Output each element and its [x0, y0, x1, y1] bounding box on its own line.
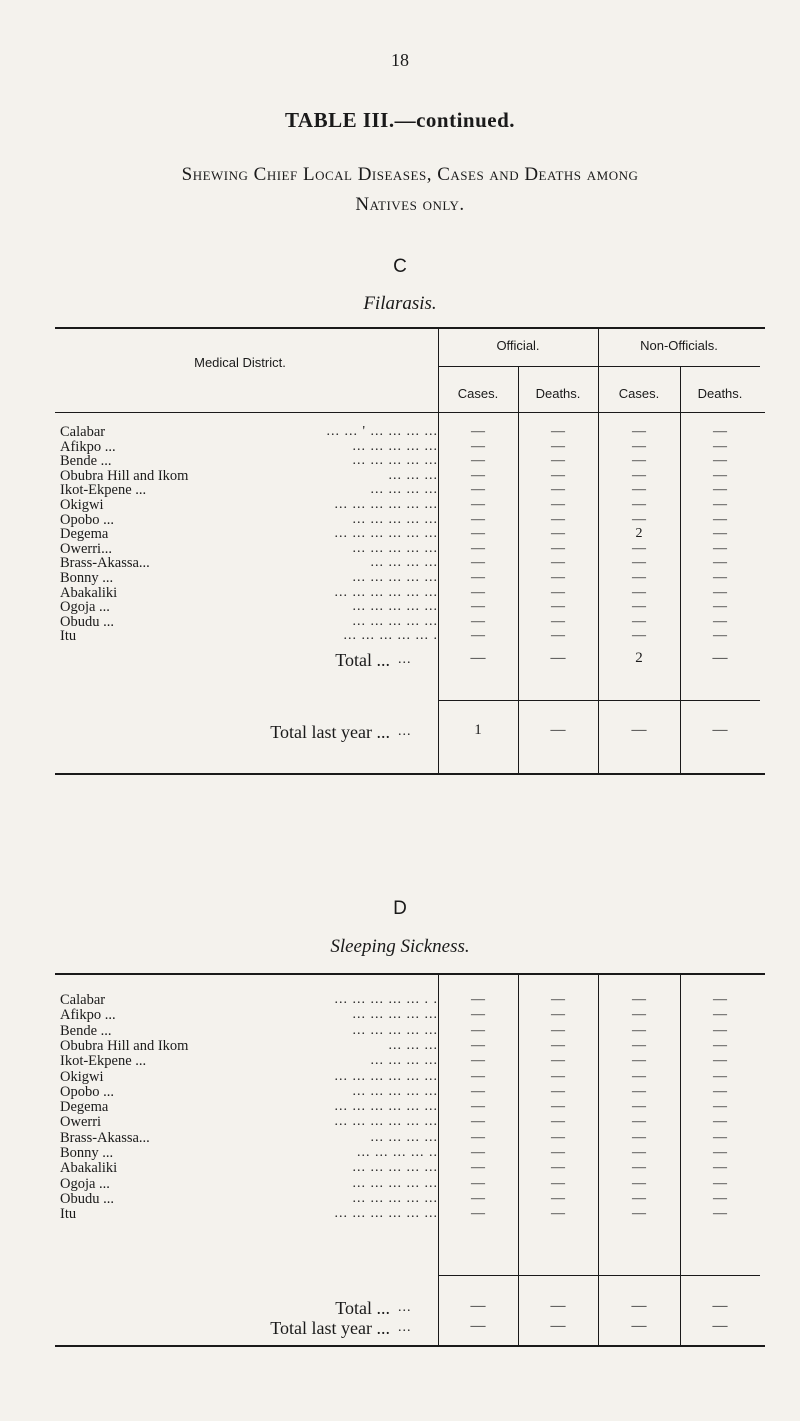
official-cases-cell: —	[471, 570, 485, 585]
leader-dots: ... ... ... ... ...	[352, 1007, 438, 1023]
nonofficial-deaths-cell: —	[713, 599, 727, 615]
nonofficial-deaths-cell: —	[713, 1206, 727, 1222]
leader-dots: ... ... ... ...	[370, 482, 438, 498]
leader-dots: ... ... ... ... ... . .	[334, 992, 438, 1007]
district-name: Ogoja ...	[60, 1175, 110, 1192]
district-name: Ikot-Ekpene ...	[60, 1053, 147, 1070]
leader-dots: ... ... ... ... ...	[352, 453, 438, 469]
official-cases-cell: —	[471, 526, 485, 542]
header-official-cases: Cases.	[457, 386, 499, 401]
official-deaths-cell: —	[551, 1022, 565, 1038]
nonofficial-deaths-cell: —	[713, 1129, 727, 1145]
header-medical-district: Medical District.	[194, 355, 286, 370]
nonofficial-deaths-cell: —	[713, 1160, 727, 1176]
district-name: Obudu ...	[60, 1190, 114, 1207]
nonofficial-deaths-cell: —	[713, 555, 727, 571]
leader-dots: ... ... ... ... ...	[352, 1022, 438, 1038]
official-deaths-cell: —	[551, 467, 565, 483]
nonofficial-cases-cell: —	[632, 1099, 646, 1115]
district-name: Bonny ...	[60, 570, 114, 586]
district-name: Okigwi	[60, 497, 104, 513]
official-deaths-cell: —	[551, 613, 565, 629]
official-deaths-cell: —	[551, 555, 565, 571]
nonofficial-cases-cell: —	[632, 1190, 646, 1206]
official-deaths-cell: —	[551, 1160, 565, 1176]
official-cases-cell: —	[471, 599, 485, 615]
district-name: Obubra Hill and Ikom	[60, 467, 189, 484]
section-d-total-nonofficial-deaths: —	[712, 1298, 728, 1314]
nonofficial-deaths-cell: —	[713, 613, 727, 629]
nonofficial-cases-cell: —	[632, 584, 646, 600]
nonofficial-deaths-cell: —	[713, 1114, 727, 1130]
district-name: Itu	[60, 1206, 77, 1223]
official-cases-cell: —	[471, 992, 485, 1007]
official-deaths-cell: —	[551, 424, 565, 439]
section-d-last-year-official-cases: —	[470, 1318, 486, 1334]
official-cases-cell: —	[471, 1083, 485, 1099]
section-d-total-official-deaths: —	[550, 1298, 566, 1314]
official-cases-cell: —	[471, 613, 485, 629]
nonofficial-deaths-cell: —	[713, 1083, 727, 1099]
official-deaths-cell: —	[551, 584, 565, 600]
official-cases-cell: —	[471, 497, 485, 512]
district-name: Afikpo ...	[60, 438, 116, 455]
district-name: Bende ...	[60, 453, 112, 470]
header-nonofficial-cases: Cases.	[618, 386, 660, 401]
district-name: Brass-Akassa...	[60, 1129, 150, 1146]
official-deaths-cell: —	[551, 1129, 565, 1145]
leader-dots: ... ... ... ...	[370, 1129, 438, 1145]
section-c-total-last-year-label: Total last year ...	[270, 722, 390, 742]
official-cases-cell: —	[471, 1007, 485, 1023]
official-deaths-cell: —	[551, 1099, 565, 1115]
district-name: Itu	[60, 628, 77, 645]
official-cases-cell: —	[471, 555, 485, 571]
leader-dots: ... ... ... ... ... ...	[334, 1068, 438, 1084]
district-name: Owerri	[60, 1114, 102, 1131]
nonofficial-deaths-cell: —	[713, 424, 727, 439]
total-rule	[438, 700, 760, 701]
nonofficial-cases-cell: —	[632, 540, 646, 556]
section-c-total-nonofficial-cases: 2	[635, 650, 643, 666]
section-d-last-year-nonofficial-cases: —	[631, 1318, 647, 1334]
table-row	[60, 628, 760, 646]
nonofficial-cases-cell: —	[632, 1160, 646, 1176]
header-official-deaths: Deaths.	[535, 386, 581, 401]
total-rule	[438, 1275, 760, 1276]
leader-dots: ... ... ... ... ...	[352, 613, 438, 629]
nonofficial-cases-cell: —	[632, 555, 646, 571]
official-cases-cell: —	[471, 628, 485, 644]
official-cases-cell: —	[471, 438, 485, 454]
official-cases-cell: —	[471, 453, 485, 469]
nonofficial-cases-cell: —	[632, 438, 646, 454]
nonofficial-cases-cell: —	[632, 1037, 646, 1053]
section-d-total-last-year-label: Total last year ...	[270, 1318, 390, 1338]
section-c-total-nonofficial-deaths: —	[712, 650, 728, 666]
official-deaths-cell: —	[551, 526, 565, 542]
leader-dots: ... ... ... ... ... ...	[334, 1206, 438, 1222]
nonofficial-cases-cell: —	[632, 1007, 646, 1023]
section-d-last-year-official-deaths: —	[550, 1318, 566, 1334]
nonofficial-cases-cell: 2	[635, 526, 643, 542]
nonofficial-deaths-cell: —	[713, 453, 727, 469]
leader-dots: ... ... ... ... ...	[352, 1083, 438, 1099]
district-name: Brass-Akassa...	[60, 555, 150, 572]
subtitle-line-1: Shewing Chief Local Diseases, Cases and Deaths among	[181, 164, 639, 185]
leader-dots: ... ... ... ... ... ...	[334, 1099, 438, 1115]
section-c-total-official-cases: —	[470, 650, 486, 666]
leader-dots: ... ... ... ... ...	[352, 570, 438, 585]
section-d-total-nonofficial-cases: —	[631, 1298, 647, 1314]
district-name: Opobo ...	[60, 1083, 114, 1100]
nonofficial-cases-cell: —	[632, 1083, 646, 1099]
district-name: Abakaliki	[60, 1160, 118, 1177]
leader-dots: ... ... ... ... ... ...	[334, 497, 438, 512]
leader-dots: ... ... ... ... ...	[352, 438, 438, 454]
nonofficial-deaths-cell: —	[713, 570, 727, 585]
leader-dots: ... ... ... ... ...	[352, 540, 438, 556]
header-bottom-rule	[55, 412, 765, 413]
leader-dots: ... ... ... ... ..	[357, 1145, 438, 1160]
official-deaths-cell: —	[551, 453, 565, 469]
nonofficial-deaths-cell: —	[713, 1022, 727, 1038]
official-deaths-cell: —	[551, 570, 565, 585]
section-c-total-official-deaths: —	[550, 650, 566, 666]
official-cases-cell: —	[471, 1190, 485, 1206]
nonofficial-cases-cell: —	[632, 511, 646, 527]
district-name: Bende ...	[60, 1022, 112, 1039]
page-number: 18	[391, 50, 409, 70]
section-c-total-label: Total ...	[335, 650, 390, 670]
leader-dots: ... ... ' ... ... ... ...	[326, 424, 438, 439]
official-cases-cell: —	[471, 1099, 485, 1115]
table-bottom-rule	[55, 1345, 765, 1347]
official-cases-cell: —	[471, 1175, 485, 1191]
nonofficial-cases-cell: —	[632, 1175, 646, 1191]
nonofficial-cases-cell: —	[632, 992, 646, 1007]
nonofficial-deaths-cell: —	[713, 1145, 727, 1160]
section-d-letter: D	[393, 898, 407, 919]
district-name: Ogoja ...	[60, 599, 110, 616]
district-name: Degema	[60, 526, 109, 543]
official-cases-cell: —	[471, 424, 485, 439]
nonofficial-cases-cell: —	[632, 1129, 646, 1145]
nonofficial-cases-cell: —	[632, 453, 646, 469]
official-deaths-cell: —	[551, 1037, 565, 1053]
leader-dots: ... ... ... ... ... ...	[334, 526, 438, 542]
nonofficial-cases-cell: —	[632, 628, 646, 644]
section-c-total-dots: ...	[398, 652, 412, 667]
table-top-rule	[55, 973, 765, 975]
official-cases-cell: —	[471, 1145, 485, 1160]
official-cases-cell: —	[471, 1114, 485, 1130]
leader-dots: ... ... ... ... ...	[352, 511, 438, 527]
section-c-title: Filarasis.	[363, 293, 437, 314]
nonofficial-cases-cell: —	[632, 1114, 646, 1130]
official-deaths-cell: —	[551, 1145, 565, 1160]
table-subtitle	[80, 160, 740, 220]
official-cases-cell: —	[471, 1053, 485, 1069]
district-name: Opobo ...	[60, 511, 114, 528]
table-row	[60, 1206, 760, 1224]
nonofficial-cases-cell: —	[632, 424, 646, 439]
nonofficial-cases-cell: —	[632, 613, 646, 629]
leader-dots: ... ... ... ...	[370, 1053, 438, 1069]
nonofficial-deaths-cell: —	[713, 584, 727, 600]
nonofficial-cases-cell: —	[632, 497, 646, 512]
official-deaths-cell: —	[551, 1206, 565, 1222]
nonofficial-deaths-cell: —	[713, 1190, 727, 1206]
nonofficial-deaths-cell: —	[713, 1053, 727, 1069]
nonofficial-cases-cell: —	[632, 1145, 646, 1160]
nonofficial-cases-cell: —	[632, 1206, 646, 1222]
district-name: Abakaliki	[60, 584, 118, 601]
nonofficial-deaths-cell: —	[713, 511, 727, 527]
leader-dots: ... ... ...	[388, 467, 438, 483]
section-d-total-official-cases: —	[470, 1298, 486, 1314]
official-cases-cell: —	[471, 1160, 485, 1176]
nonofficial-deaths-cell: —	[713, 1175, 727, 1191]
leader-dots: ... ... ... ... ...	[352, 599, 438, 615]
section-c-last-year-official-deaths: —	[550, 722, 566, 738]
nonofficial-deaths-cell: —	[713, 526, 727, 542]
official-cases-cell: —	[471, 540, 485, 556]
leader-dots: ... ... ... ...	[370, 555, 438, 571]
district-name: Ikot-Ekpene ...	[60, 482, 147, 499]
table-top-rule	[55, 327, 765, 329]
section-d-last-year-nonofficial-deaths: —	[712, 1318, 728, 1334]
subtitle-line-2: Natives only.	[355, 194, 465, 215]
official-deaths-cell: —	[551, 482, 565, 498]
nonofficial-deaths-cell: —	[713, 497, 727, 512]
district-name: Afikpo ...	[60, 1007, 116, 1024]
official-cases-cell: —	[471, 584, 485, 600]
header-non-officials: Non-Officials.	[640, 338, 718, 353]
official-deaths-cell: —	[551, 1190, 565, 1206]
nonofficial-deaths-cell: —	[713, 482, 727, 498]
nonofficial-deaths-cell: —	[713, 1007, 727, 1023]
section-d-total-last-year-dots: ...	[398, 1320, 412, 1335]
official-deaths-cell: —	[551, 628, 565, 644]
leader-dots: ... ... ... ... ... ...	[334, 584, 438, 600]
official-deaths-cell: —	[551, 1175, 565, 1191]
leader-dots: ... ... ... ... ... ...	[334, 1114, 438, 1130]
official-cases-cell: —	[471, 1206, 485, 1222]
section-c-letter: C	[393, 256, 407, 277]
official-deaths-cell: —	[551, 1083, 565, 1099]
official-cases-cell: —	[471, 1129, 485, 1145]
header-nonofficial-deaths: Deaths.	[697, 386, 743, 401]
table-title: TABLE III.—continued.	[284, 108, 516, 132]
district-name: Okigwi	[60, 1068, 104, 1085]
district-name: Obudu ...	[60, 613, 114, 630]
official-cases-cell: —	[471, 467, 485, 483]
district-name: Calabar	[60, 992, 106, 1008]
nonofficial-deaths-cell: —	[713, 992, 727, 1007]
nonofficial-deaths-cell: —	[713, 467, 727, 483]
nonofficial-deaths-cell: —	[713, 1068, 727, 1084]
section-c-last-year-nonofficial-deaths: —	[712, 722, 728, 738]
table-bottom-rule	[55, 773, 765, 775]
official-cases-cell: —	[471, 1037, 485, 1053]
section-c-last-year-nonofficial-cases: —	[631, 722, 647, 738]
nonofficial-cases-cell: —	[632, 570, 646, 585]
nonofficial-cases-cell: —	[632, 482, 646, 498]
district-name: Calabar	[60, 424, 106, 440]
nonofficial-cases-cell: —	[632, 1022, 646, 1038]
nonofficial-cases-cell: —	[632, 467, 646, 483]
nonofficial-deaths-cell: —	[713, 628, 727, 644]
official-deaths-cell: —	[551, 497, 565, 512]
district-name: Owerri...	[60, 540, 112, 557]
nonofficial-cases-cell: —	[632, 599, 646, 615]
header-official: Official.	[496, 338, 540, 353]
nonofficial-cases-cell: —	[632, 1068, 646, 1084]
nonofficial-deaths-cell: —	[713, 1037, 727, 1053]
official-deaths-cell: —	[551, 992, 565, 1007]
district-name: Bonny ...	[60, 1145, 114, 1161]
section-d-total-label: Total ...	[335, 1298, 390, 1318]
nonofficial-deaths-cell: —	[713, 1099, 727, 1115]
section-c-last-year-official-cases: 1	[474, 722, 482, 738]
official-cases-cell: —	[471, 511, 485, 527]
nonofficial-deaths-cell: —	[713, 438, 727, 454]
section-d-title: Sleeping Sickness.	[330, 936, 470, 957]
leader-dots: ... ... ...	[388, 1037, 438, 1053]
subheader-rule	[438, 366, 760, 367]
nonofficial-cases-cell: —	[632, 1053, 646, 1069]
official-deaths-cell: —	[551, 599, 565, 615]
official-deaths-cell: —	[551, 1007, 565, 1023]
leader-dots: ... ... ... ... ... .	[343, 628, 438, 644]
official-cases-cell: —	[471, 482, 485, 498]
official-deaths-cell: —	[551, 1053, 565, 1069]
official-deaths-cell: —	[551, 511, 565, 527]
district-name: Degema	[60, 1099, 109, 1116]
nonofficial-deaths-cell: —	[713, 540, 727, 556]
official-deaths-cell: —	[551, 1068, 565, 1084]
official-deaths-cell: —	[551, 540, 565, 556]
leader-dots: ... ... ... ... ...	[352, 1190, 438, 1206]
section-c-total-last-year-dots: ...	[398, 724, 412, 739]
official-cases-cell: —	[471, 1068, 485, 1084]
leader-dots: ... ... ... ... ...	[352, 1160, 438, 1176]
leader-dots: ... ... ... ... ...	[352, 1175, 438, 1191]
official-cases-cell: —	[471, 1022, 485, 1038]
official-deaths-cell: —	[551, 1114, 565, 1130]
section-d-total-dots: ...	[398, 1300, 412, 1315]
official-deaths-cell: —	[551, 438, 565, 454]
district-name: Obubra Hill and Ikom	[60, 1037, 189, 1054]
